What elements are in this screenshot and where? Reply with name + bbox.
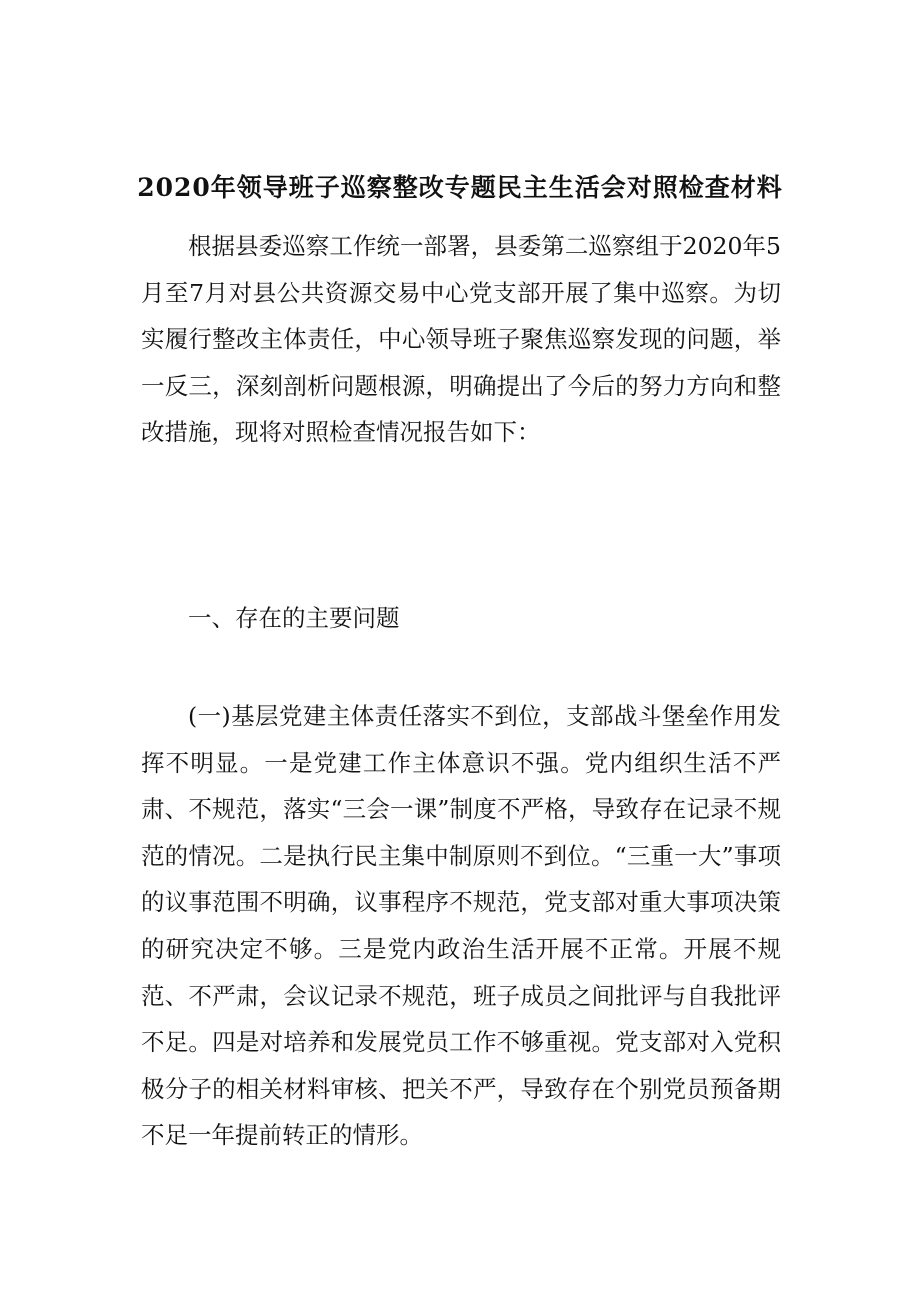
section-heading: 一、存在的主要问题: [188, 604, 400, 632]
document-title: 2020年领导班子巡察整改专题民主生活会对照检查材料: [137, 173, 783, 202]
intro-paragraph: 根据县委巡察工作统一部署，县委第二巡察组于2020年5月至7月对县公共资源交易中心党支部开展了集中巡察。为切实履行整改主体责任，中心领导班子聚焦巡察发现的问题，举一反三，深刻剖析问题根源，明确提出了今后的努力方向和整改措施，现将对照检查情况报告如下：: [141, 232, 781, 447]
section-paragraph: (一)基层党建主体责任落实不到位，支部战斗堡垒作用发挥不明显。一是党建工作主体意识不强。党内组织生活不严肃、不规范，落实“三会一课”制度不严格，导致存在记录不规范的情况。二是执行民主集中制原则不到位。“三重一大”事项的议事范围不明确，议事程序不规范，党支部对重大事项决策的研究决定不够。三是党内政治生活开展不正常。开展不规范、不严肃，会议记录不规范，班子成员之间批评与自我批评不足。四是对培养和发展党员工作不够重视。党支部对入党积极分子的相关材料审核、把关不严，导致存在个别党员预备期不足一年提前转正的情形。: [141, 702, 781, 1150]
